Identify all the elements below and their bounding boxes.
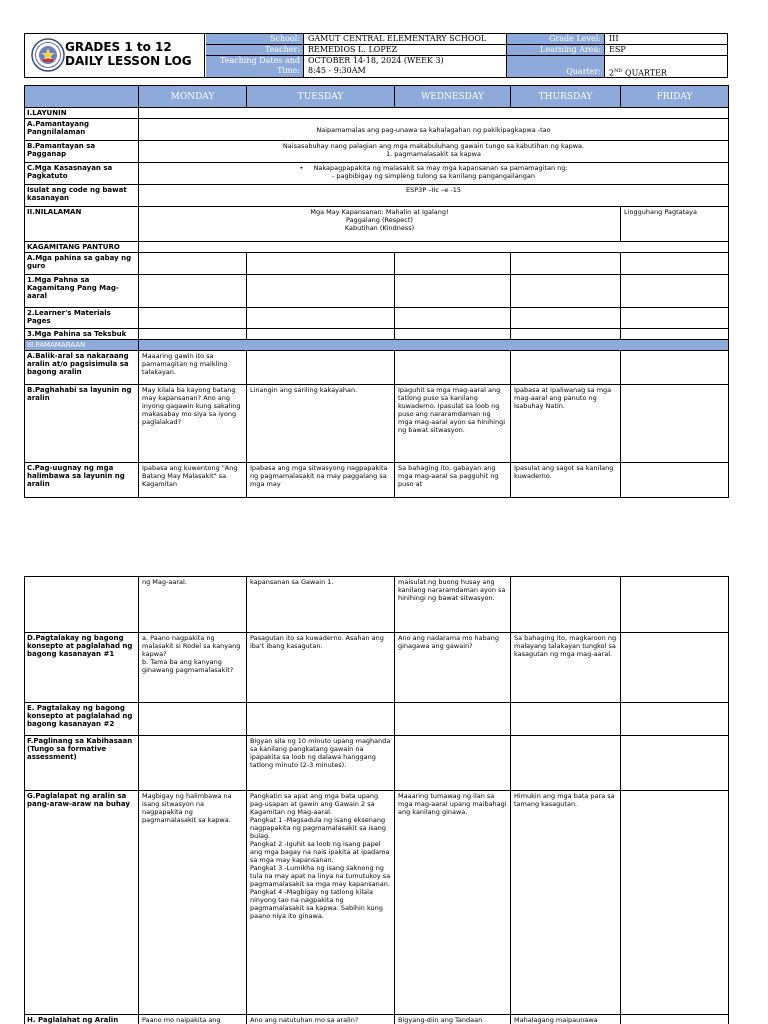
deped-seal-icon — [31, 38, 65, 72]
label-pamantayan-sa-pagganap: B.Pamantayan sa Pagganap — [25, 141, 139, 163]
time-value: 8:45 - 9:30AM — [308, 66, 366, 75]
row-pamamaraan — [25, 340, 729, 351]
label-pagtalakay-1: D.Pagtalakay ng bagong konsepto at paglalahad ng bagong kasanayan #1 — [25, 633, 139, 703]
dates-value: OCTOBER 14-18, 2024 (WEEK 3) — [308, 56, 444, 65]
grade-label: Grade Level: — [507, 34, 604, 44]
row-continuation — [25, 577, 729, 633]
paglalapat-wednesday: Maaaring tumawag ng ilan sa mga mag-aaral upang maibahagi ang kanilang ginawa. — [395, 791, 511, 1015]
label-learners-materials: 2.Learner's Materials Pages — [25, 308, 139, 329]
label-paglalahat: H. Paglalahat ng Aralin — [25, 1015, 139, 1024]
dates-label — [206, 56, 303, 77]
paghahabi-tuesday: Linangin ang sariling kakayahan. — [247, 385, 395, 463]
kasanayan-line-1 — [142, 164, 725, 172]
label-paglinang: F.Paglinang sa Kabihasaan (Tungo sa formative assessment) — [25, 736, 139, 791]
paglalapat-tuesday-5: Pangkat 4 -Magbigay ng tatlong kilala ninyong tao na nagpakita ng pagmamalasakit sa kapwa. Sabihin kung paano niya ito ginawa. — [250, 888, 383, 920]
day-tuesday: TUESDAY — [247, 86, 395, 108]
label-code: Isulat ang code ng bawat kasanayan — [25, 185, 139, 207]
title-line-2: DAILY LESSON LOG — [65, 54, 192, 68]
area-value: ESP — [609, 45, 626, 54]
pagtalakay-1-thursday: Sa bahaging ito, magkaroon ng malayang talakayan tungkol sa kasagutan ng mga mag-aaral. — [511, 633, 621, 703]
label-gabay-ng-guro: A.Mga pahina sa gabay ng guro — [25, 253, 139, 275]
row-paglalahat — [25, 1015, 729, 1024]
label-nilalaman: II.NILALAMAN — [25, 207, 139, 242]
row-pagtalakay-1 — [25, 633, 729, 703]
nilalaman-line-2: Paggalang (Respect) — [346, 216, 413, 224]
pamantayang-pangnilalaman-text: Naipamamalas ang pag-unawa sa kahalagahan ng pakikipagkapwa -tao — [139, 119, 729, 141]
kasanayan-line-2: - pagbibigay ng simpleng tulong sa kanilang pangangailangan — [332, 172, 535, 180]
label-kagamitang-pang-mag-aaral: 1.Mga Pahna sa Kagamitang Pang Mag-aaral — [25, 275, 139, 308]
day-header-row — [25, 86, 729, 108]
row-learners-materials — [25, 308, 729, 329]
day-wednesday: WEDNESDAY — [395, 86, 511, 108]
school-value: GAMUT CENTRAL ELEMENTARY SCHOOL — [308, 34, 487, 43]
paglalahat-wednesday: Bigyang-diin ang Tandaan — [395, 1015, 511, 1024]
friday-nilalaman: Lingguhang Pagtataya — [621, 207, 729, 242]
row-layunin — [25, 108, 729, 119]
pagtalakay-1-monday-a: a. Paano nagpakita ng malasakit si Rodel sa kanyang kapwa? — [142, 634, 241, 658]
paglalahat-tuesday: Ano ang natutuhan mo sa aralin? — [247, 1015, 395, 1024]
label-pagtalakay-2: E. Pagtalakay ng bagong konsepto at paglalahad ng bagong kasanayan #2 — [25, 703, 139, 736]
balik-aral-monday: Maaaring gawin ito sa pamamagitan ng maikling talakayan. — [139, 351, 247, 385]
paglalapat-thursday: Himukin ang mga bata para sa tamang kasagutan. — [511, 791, 621, 1015]
dll-header — [24, 33, 728, 78]
row-paglinang — [25, 736, 729, 791]
row-pagtalakay-2 — [25, 703, 729, 736]
day-friday: FRIDAY — [621, 86, 729, 108]
row-gabay-ng-guro — [25, 253, 729, 275]
paglalapat-monday: Magbigay ng halimbawa na isang sitwasyon na nagpapakita ng pagmamalasakit sa kapwa. — [139, 791, 247, 1015]
continuation-monday: ng Mag-aaral. — [139, 577, 247, 633]
pagtalakay-1-tuesday: Pasagutan ito sa kuwaderno. Asahan ang iba't ibang kasagutan. — [247, 633, 395, 703]
paglalahat-thursday: Mahalagang maipaunawa — [511, 1015, 621, 1024]
lesson-log-table-part-2 — [24, 576, 729, 1024]
header-title-block — [25, 34, 205, 77]
label-kagamitan: KAGAMITANG PANTURO — [25, 242, 139, 253]
bullet-icon: • — [299, 164, 314, 172]
pag-uugnay-monday: Ipabasa ang kuwentong "Ang Batang May Malasakit" sa Kagamitan — [139, 463, 247, 498]
continuation-wednesday: maisulat ng buong husay ang kanilang nararamdaman ayon sa hinihingi ng bawat sitwasyon. — [395, 577, 511, 633]
paghahabi-monday: May kilala ba kayong batang may kapansanan? Ano ang inyong gagawin kung sakaling makasabay mo siya sa iyong paglalakad? — [139, 385, 247, 463]
pag-uugnay-wednesday: Sa bahaging ito, gabayan ang mga mag-aaral sa pagguhit ng puso at — [395, 463, 511, 498]
pamantayan-sa-pagganap-text — [139, 141, 729, 163]
quarter-suffix: ND — [614, 68, 623, 74]
pagtalakay-1-monday-b: b. Tama ba ang kanyang ginawang pagmamalasakit? — [142, 658, 234, 674]
paghahabi-thursday: Ipabasa at ipaliwanag sa mga mag-aaral ang panuto ng Isabuhay Natin. — [511, 385, 621, 463]
row-teksbuk — [25, 329, 729, 340]
label-paglalapat: G.Paglalapat ng aralin sa pang-araw-araw na buhay — [25, 791, 139, 1015]
kasanayan-line-1-text: Nakapagpapakita ng malasakit sa may mga kapansanan sa pamamagitan ng: — [313, 164, 568, 172]
label-balik-aral: A.Balik-aral sa nakaraang aralin at/o pagsisimula sa bagong aralin — [25, 351, 139, 385]
label-paghahabi: B.Paghahabi sa layunin ng aralin — [25, 385, 139, 463]
dll-title — [65, 40, 205, 68]
row-kagamitang-pang-mag-aaral — [25, 275, 729, 308]
dates-label-line-1: Teaching Dates and — [219, 56, 300, 65]
lesson-log-table-part-1 — [24, 85, 729, 498]
label-pamantayang-pangnilalaman: A.Pamantayang Pangnilalaman — [25, 119, 139, 141]
day-thursday: THURSDAY — [511, 86, 621, 108]
quarter-number: 2 — [609, 68, 615, 78]
label-kasanayan-sa-pagkatuto: C.Mga Kasasnayan sa Pagkatuto — [25, 163, 139, 185]
school-label: School: — [206, 34, 303, 44]
row-code — [25, 185, 729, 207]
paglalapat-tuesday-2: Pangkat 1 -Magsadula ng isang eksenang nagpapakita ng pagmamalasakit sa isang bulag. — [250, 816, 386, 840]
label-pag-uugnay: C.Pag-uugnay ng mga halimbawa sa layunin ng aralin — [25, 463, 139, 498]
corner-cell — [25, 86, 139, 108]
row-pag-uugnay — [25, 463, 729, 498]
row-paghahabi — [25, 385, 729, 463]
continuation-tuesday: kapansanan sa Gawain 1. — [247, 577, 395, 633]
teacher-label: Teacher: — [206, 45, 303, 55]
paglalapat-tuesday-1: Pangkatin sa apat ang mga bata upang pag-usapan at gawin ang Gawain 2 sa Kagamitan ng Mag-aaral. — [250, 792, 379, 816]
paglalapat-tuesday-4: Pangkat 3 -Lumikha ng isang saknong ng tula na may apat na linya na tumutukoy sa pagmamalasakit sa mga may kapansanan. — [250, 864, 391, 888]
nilalaman-text — [139, 207, 621, 242]
nilalaman-line-3: Kabutihan (Kindness) — [344, 224, 415, 232]
row-pamantayang-pangnilalaman — [25, 119, 729, 141]
pagganap-line-1: Naisasabuhay nang palagian ang mga makabuluhang gawain tungo sa kabutihan ng kapwa. — [282, 142, 585, 150]
paglalapat-tuesday — [247, 791, 395, 1015]
paglinang-tuesday: Bigyan sila ng 10 minuto upang maghanda sa kanilang pangkatang gawain na ipapakita sa loob ng dalawa hanggang tatlong minuto (2-3 minutes). — [247, 736, 395, 791]
grade-value: III — [609, 34, 619, 43]
row-kasanayan-sa-pagkatuto — [25, 163, 729, 185]
pagtalakay-1-monday — [139, 633, 247, 703]
paglalahat-monday: Paano mo naipakita ang — [139, 1015, 247, 1024]
quarter-word: QUARTER — [622, 68, 667, 78]
paghahabi-wednesday: Ipaguhit sa mga mag-aaral ang tatlong puso sa kanilang kuwaderno. Ipasulat sa loob ng puso ang nararamdaman ng mga mag-aaral ayon sa hinihingi ng bawat sitwasyon. — [395, 385, 511, 463]
quarter-value — [607, 66, 727, 76]
kasanayan-sa-pagkatuto-text — [139, 163, 729, 185]
nilalaman-line-1: Mga May Kapansanan: Mahalin at Igalang! — [310, 208, 449, 216]
pagtalakay-1-wednesday: Ano ang nadarama mo habang ginagawa ang gawain? — [395, 633, 511, 703]
paglalapat-tuesday-3: Pangkat 2 -Iguhit sa loob ng isang papel ang mga bagay na nais ipakita at ipadama sa mga may kapansanan. — [250, 840, 390, 864]
row-pamantayan-sa-pagganap — [25, 141, 729, 163]
pagganap-line-2: 1. pagmamalasakit sa kapwa — [386, 150, 481, 158]
day-monday: MONDAY — [139, 86, 247, 108]
label-pamamaraan: III.PAMAMARAAN — [25, 340, 139, 351]
teacher-value: REMEDIOS L. LOPEZ — [308, 45, 398, 54]
area-label: Learning Area: — [507, 45, 604, 55]
label-teksbuk: 3.Mga Pahina sa Teksbuk — [25, 329, 139, 340]
title-line-1: GRADES 1 to 12 — [65, 40, 172, 54]
pag-uugnay-tuesday: Ipabasa ang mga sitwasyong nagpapakita ng pagmamalasakit na may paggalang sa mga may — [247, 463, 395, 498]
label-layunin: I.LAYUNIN — [25, 108, 139, 119]
row-kagamitan — [25, 242, 729, 253]
row-nilalaman — [25, 207, 729, 242]
row-paglalapat — [25, 791, 729, 1015]
quarter-label: Quarter: — [507, 56, 604, 77]
pag-uugnay-thursday: Ipasulat ang sagot sa kanilang kuwaderno. — [511, 463, 621, 498]
code-text: ESP3P –IIc –e -15 — [139, 185, 729, 207]
dates-label-line-2: Time: — [277, 66, 300, 75]
row-balik-aral — [25, 351, 729, 385]
